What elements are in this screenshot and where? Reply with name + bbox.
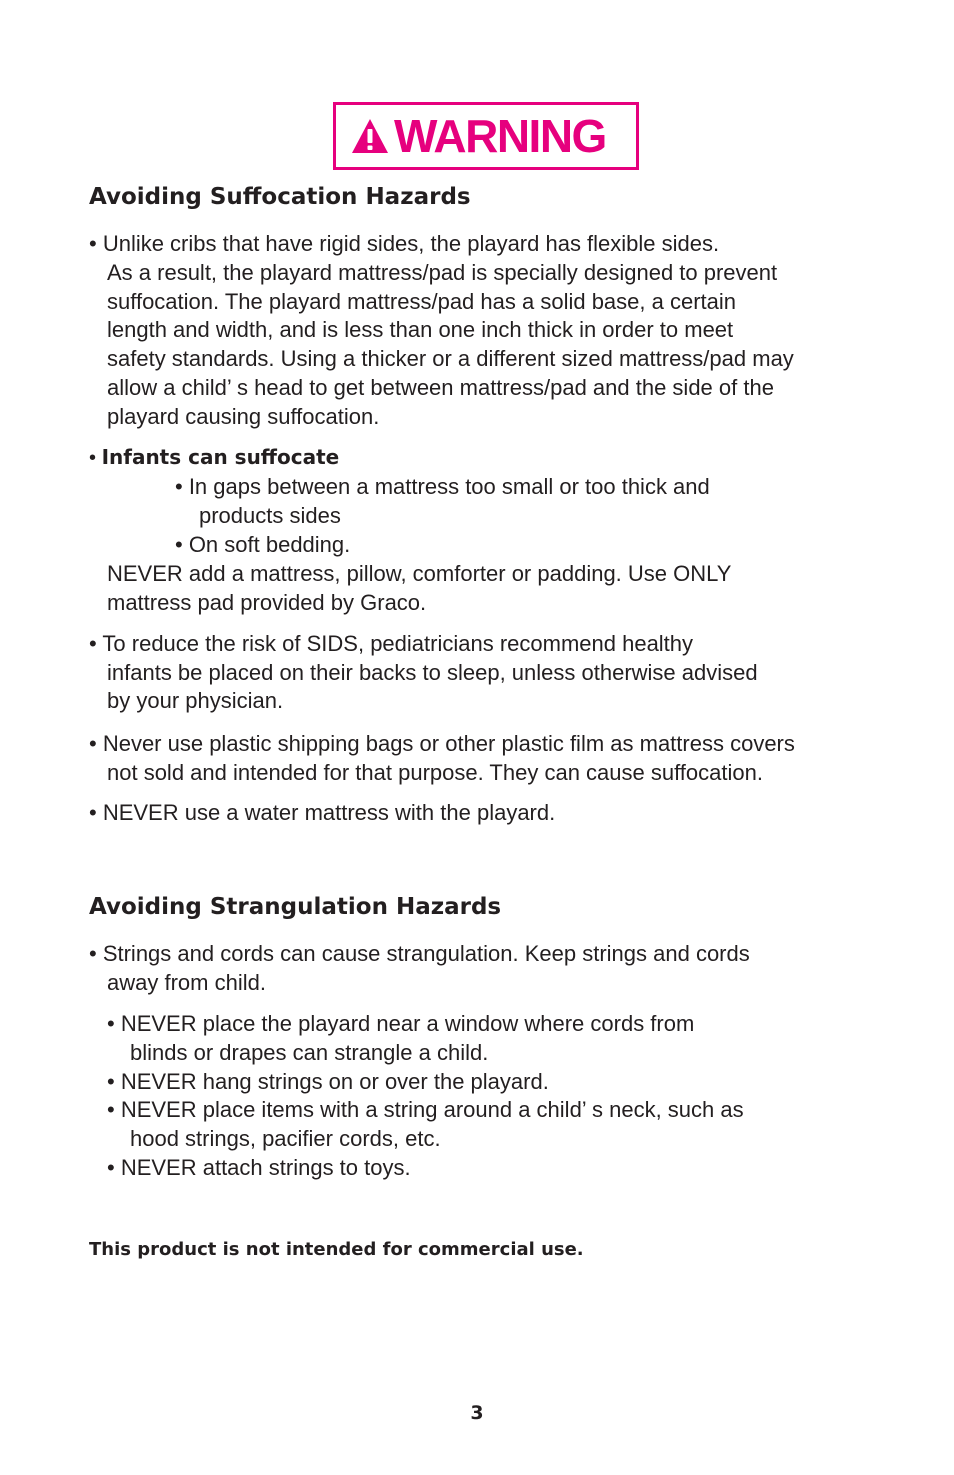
infants-line [89,443,339,473]
text-line: playard causing suffocation. [107,404,380,429]
commercial-use-note: This product is not intended for commercial use. [89,1239,584,1260]
list-item: hood strings, pacifier cords, etc. [130,1126,441,1151]
page-number: 3 [470,1402,484,1424]
list-item: • NEVER attach strings to toys. [107,1155,411,1180]
list-item: • NEVER place items with a string around a child’ s neck, such as [107,1097,744,1122]
text-line: NEVER add a mattress, pillow, comforter or padding. Use ONLY [107,561,732,586]
text-line: • Never use plastic shipping bags or other plastic film as mattress covers [89,731,795,756]
text-line: suffocation. The playard mattress/pad has a solid base, a certain [107,289,736,314]
text-line: • To reduce the risk of SIDS, pediatricians recommend healthy [89,631,694,656]
text-line: • Strings and cords can cause strangulation. Keep strings and cords [89,941,750,966]
text-line: As a result, the playard mattress/pad is specially designed to prevent [107,260,778,285]
text-line: safety standards. Using a thicker or a different sized mattress/pad may [107,346,794,371]
suffocation-heading: Avoiding Suffocation Hazards [89,184,471,210]
strangulation-heading: Avoiding Strangulation Hazards [89,894,502,920]
text-line: length and width, and is less than one inch thick in order to meet [107,317,734,342]
text-line: products sides [199,503,341,528]
text-line: infants be placed on their backs to sleep, unless otherwise advised [107,660,758,685]
bullet: • [89,447,102,469]
water-mattress-line: • NEVER use a water mattress with the playard. [89,800,556,825]
warning-triangle-icon [350,116,390,156]
text-line: • On soft bedding. [175,532,351,557]
text-line: • In gaps between a mattress too small or too thick and [175,474,710,499]
text-line: by your physician. [107,688,284,713]
warning-banner [333,102,639,170]
text-line: allow a child’ s head to get between mattress/pad and the side of the [107,375,774,400]
list-item: • NEVER hang strings on or over the playard. [107,1069,549,1094]
text-line: • Unlike cribs that have rigid sides, the playard has flexible sides. [89,231,720,256]
text-line: mattress pad provided by Graco. [107,590,427,615]
warning-label: WARNING [394,110,606,162]
list-item: blinds or drapes can strangle a child. [130,1040,489,1065]
list-item: • NEVER place the playard near a window where cords from [107,1011,695,1036]
text-line: not sold and intended for that purpose. They can cause suffocation. [107,760,763,785]
infants-label: Infants can suffocate [101,445,340,469]
text-line: away from child. [107,970,266,995]
